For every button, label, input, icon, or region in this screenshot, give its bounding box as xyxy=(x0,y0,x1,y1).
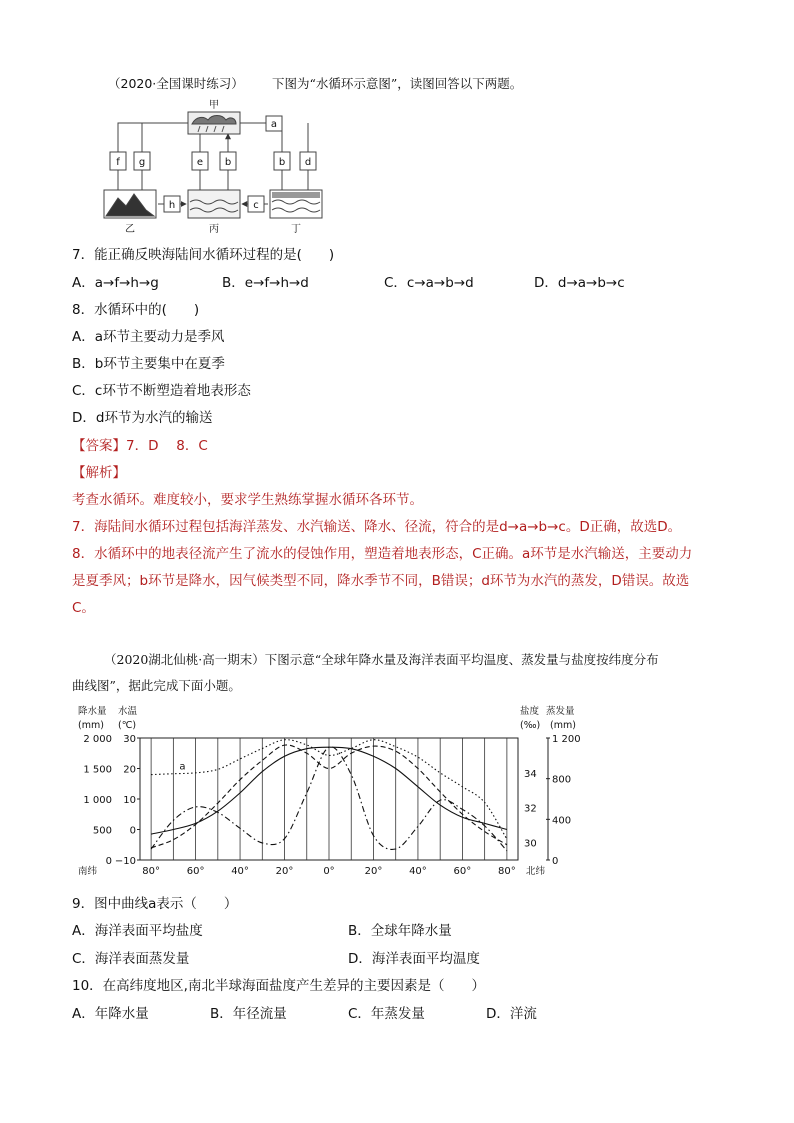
box-h: h xyxy=(168,200,176,211)
temp-axis-unit: (℃) xyxy=(118,720,137,731)
salinity-tick-label: 34 xyxy=(524,768,537,780)
precip-axis-title: 降水量 xyxy=(78,706,107,717)
precip-tick-label: 0 xyxy=(105,856,112,867)
q7-option-d: D．d→a→b→c xyxy=(534,275,625,291)
evap-tick-label: 1 200 xyxy=(552,734,581,745)
precip-tick-label: 2 000 xyxy=(83,734,112,745)
x-tick-label: 0° xyxy=(323,866,335,877)
water-cycle-diagram xyxy=(100,98,336,236)
answer-label: 【答案】 xyxy=(72,438,126,454)
evap-axis-title: 蒸发量 xyxy=(546,706,575,717)
q9-option-a: A．海洋表面平均盐度 xyxy=(72,923,203,939)
intro-2-line-1: （2020湖北仙桃·高一期末）下图示意“全球年降水量及海洋表面平均温度、蒸发量与盐度按纬度分布 xyxy=(104,652,659,667)
precip-tick-label: 500 xyxy=(92,825,112,837)
q8-stem: 8．水循环中的( ) xyxy=(72,302,200,318)
x-tick-label: 80° xyxy=(498,866,516,877)
evap-axis-unit: (mm) xyxy=(550,720,576,731)
box-a: a xyxy=(270,119,278,130)
analysis-label: 【解析】 xyxy=(72,465,126,481)
salinity-axis-title: 盐度 xyxy=(520,706,540,717)
q9-option-b: B．全球年降水量 xyxy=(348,923,452,939)
evap-tick-label: 800 xyxy=(552,774,572,786)
box-e: e xyxy=(196,157,204,168)
salinity-axis-unit: (‰) xyxy=(520,720,541,731)
x-tick-label: 20° xyxy=(364,866,383,877)
q7-option-a: A．a→f→h→g xyxy=(72,275,159,291)
q8-option-d: D．d环节为水汽的输送 xyxy=(72,410,213,426)
analysis-line-2: 7．海陆间水循环过程包括海洋蒸发、水汽输送、降水、径流，符合的是d→a→b→c。D正确，故选D。 xyxy=(72,519,682,535)
q8-option-b: B．b环节主要集中在夏季 xyxy=(72,356,225,372)
analysis-line-5: C。 xyxy=(72,600,95,616)
temp-tick-label: −10 xyxy=(114,856,136,867)
x-tick-label: 40° xyxy=(231,866,249,877)
temp-tick-label: 0 xyxy=(129,825,136,837)
precip-axis-unit: (mm) xyxy=(78,720,104,731)
diagram-label-bing: 丙 xyxy=(209,224,219,235)
evap-tick-label: 400 xyxy=(552,815,572,827)
precip-tick-label: 1 500 xyxy=(83,764,112,776)
box-b-right: b xyxy=(278,157,286,168)
diagram-label-jia: 甲 xyxy=(209,100,219,111)
q9-option-d: D．海洋表面平均温度 xyxy=(348,951,480,967)
temp-tick-label: 10 xyxy=(123,795,136,806)
diagram-label-ding: 丁 xyxy=(291,224,301,235)
x-tick-label: 80° xyxy=(142,866,160,877)
evap-tick-label: 0 xyxy=(552,856,559,867)
box-f: f xyxy=(116,157,120,168)
x-right-label: 北纬 xyxy=(526,866,546,877)
box-g: g xyxy=(138,157,146,168)
x-tick-label: 60° xyxy=(453,866,472,877)
q7-option-c: C．c→a→b→d xyxy=(384,275,474,291)
q8-option-a: A．a环节主要动力是季风 xyxy=(72,329,225,345)
intro-2-line-2: 曲线图”，据此完成下面小题。 xyxy=(72,678,241,693)
analysis-line-1: 考查水循环。难度较小，要求学生熟练掌握水循环各环节。 xyxy=(72,492,423,508)
diagram-label-yi: 乙 xyxy=(125,224,135,235)
analysis-line-4: 是夏季风；b环节是降水，因气候类型不同，降水季节不同，B错误；d环节为水汽的蒸发，D错误。故选 xyxy=(72,573,690,589)
box-c: c xyxy=(253,200,259,211)
latitude-distribution-chart xyxy=(74,702,594,882)
temp-axis-title: 水温 xyxy=(118,706,138,717)
q10-option-d: D．洋流 xyxy=(486,1006,537,1022)
q9-stem: 9．图中曲线a表示（ ） xyxy=(72,896,238,912)
source-tag-1: （2020·全国课时练习） xyxy=(108,76,244,91)
x-tick-label: 40° xyxy=(409,866,427,877)
temp-tick-label: 30 xyxy=(123,734,136,745)
q10-stem: 10．在高纬度地区,南北半球海面盐度产生差异的主要因素是（ ） xyxy=(72,978,485,994)
q10-option-c: C．年蒸发量 xyxy=(348,1006,425,1022)
box-d: d xyxy=(304,157,312,168)
q9-option-c: C．海洋表面蒸发量 xyxy=(72,951,190,967)
intro-1: 下图为“水循环示意图”，读图回答以下两题。 xyxy=(272,76,523,91)
q7-stem: 7．能正确反映海陆间水循环过程的是( ) xyxy=(72,247,335,263)
q8-option-c: C．c环节不断塑造着地表形态 xyxy=(72,383,251,399)
x-tick-label: 60° xyxy=(186,866,205,877)
salinity-tick-label: 32 xyxy=(524,803,537,815)
q10-option-b: B．年径流量 xyxy=(210,1006,287,1022)
answer-text: 7．D 8．C xyxy=(126,438,208,454)
series-label-a: a xyxy=(179,761,186,773)
precip-tick-label: 1 000 xyxy=(83,795,112,806)
analysis-line-3: 8．水循环中的地表径流产生了流水的侵蚀作用，塑造着地表形态，C正确。a环节是水汽输送，主要动力 xyxy=(72,546,693,562)
q7-option-b: B．e→f→h→d xyxy=(222,275,309,291)
answer-line xyxy=(72,434,208,454)
salinity-tick-label: 30 xyxy=(524,838,537,850)
box-b-left: b xyxy=(224,157,232,168)
temp-tick-label: 20 xyxy=(123,764,136,776)
q10-option-a: A．年降水量 xyxy=(72,1006,149,1022)
x-tick-label: 20° xyxy=(275,866,294,877)
x-left-label: 南纬 xyxy=(78,866,98,877)
